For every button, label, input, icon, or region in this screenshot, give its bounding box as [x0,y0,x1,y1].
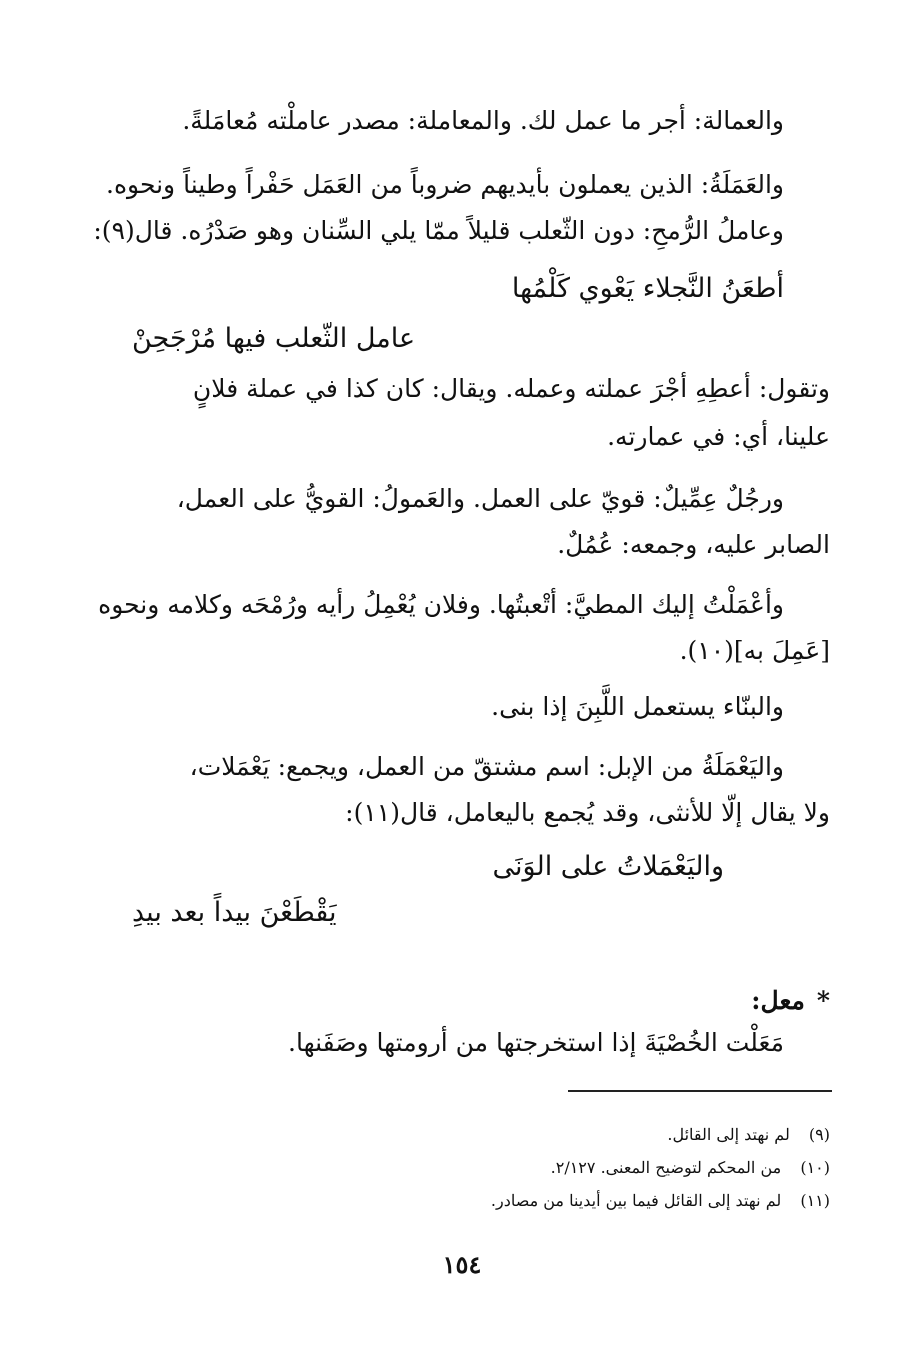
text-line: ولا يقال إلّا للأنثى، وقد يُجمع باليعامل، قال(١١): [345,798,830,827]
page-number: ١٥٤ [442,1250,482,1279]
footnote-number: (١٠) [800,1158,830,1177]
text-line: [عَمِلَ به](١٠). [679,636,830,665]
footnote [551,1155,830,1181]
footnote [491,1188,830,1214]
text-line: ورجُلٌ عِمِّيلٌ: قويّ على العمل. والعَمولُ: القويُّ على العمل، [176,484,784,513]
text-line: والعَمَلَةُ: الذين يعملون بأيديهم ضروباً من العَمَل حَفْراً وطيناً ونحوه. [106,170,784,199]
text-line: مَعَلْت الخُصْيَةَ إذا استخرجتها من أرومتها وصَفَنها. [288,1028,784,1057]
footnote [667,1122,830,1148]
entry-heading-word: معل: [751,986,805,1015]
footnote-number: (١١) [800,1191,830,1210]
asterisk-icon: * [816,986,830,1015]
footnote-text: لم نهتد إلى القائل. [667,1125,790,1144]
text-line: الصابر عليه، وجمعه: عُمُلٌ. [557,530,830,559]
text-line: والعمالة: أجر ما عمل لك. والمعاملة: مصدر عاملْته مُعامَلةً. [182,106,784,135]
text-line: واليَعْمَلَةُ من الإبل: اسم مشتقّ من العمل، ويجمع: يَعْمَلات، [189,752,784,781]
text-line: وعاملُ الرُّمحِ: دون الثّعلب قليلاً ممّا يلي السِّنان وهو صَدْرُه. قال(٩): [93,216,784,245]
poem-hemistich-second: عامل الثّعلب فيها مُرْجَحِنْ [132,323,416,354]
footnote-divider [568,1090,832,1092]
poem-hemistich-second: يَقْطَعْنَ بيداً بعد بيدِ [132,897,337,928]
footnote-text: لم نهتد إلى القائل فيما بين أيدينا من مصادر. [490,1191,782,1210]
poem-hemistich-first: واليَعْمَلاتُ على الوَنَى [492,851,724,882]
text-line: والبنّاء يستعمل اللَّبِنَ إذا بنى. [491,692,784,721]
text-line: علينا، أي: في عمارته. [607,422,830,451]
footnote-text: من المحكم لتوضيح المعنى. ٢/١٢٧. [550,1158,782,1177]
footnote-number: (٩) [808,1125,830,1144]
text-line: وتقول: أعطِهِ أجْرَ عملته وعمله. ويقال: كان كذا في عملة فلانٍ [192,374,830,403]
text-line: وأعْمَلْتُ إليك المطيَّ: أتْعبتُها. وفلان يُعْمِلُ رأيه ورُمْحَه وكلامه ونحوه [98,590,784,619]
poem-hemistich-first: أطعَنُ النَّجلاء يَعْوي كَلْمُها [511,273,784,304]
entry-heading [751,982,830,1020]
